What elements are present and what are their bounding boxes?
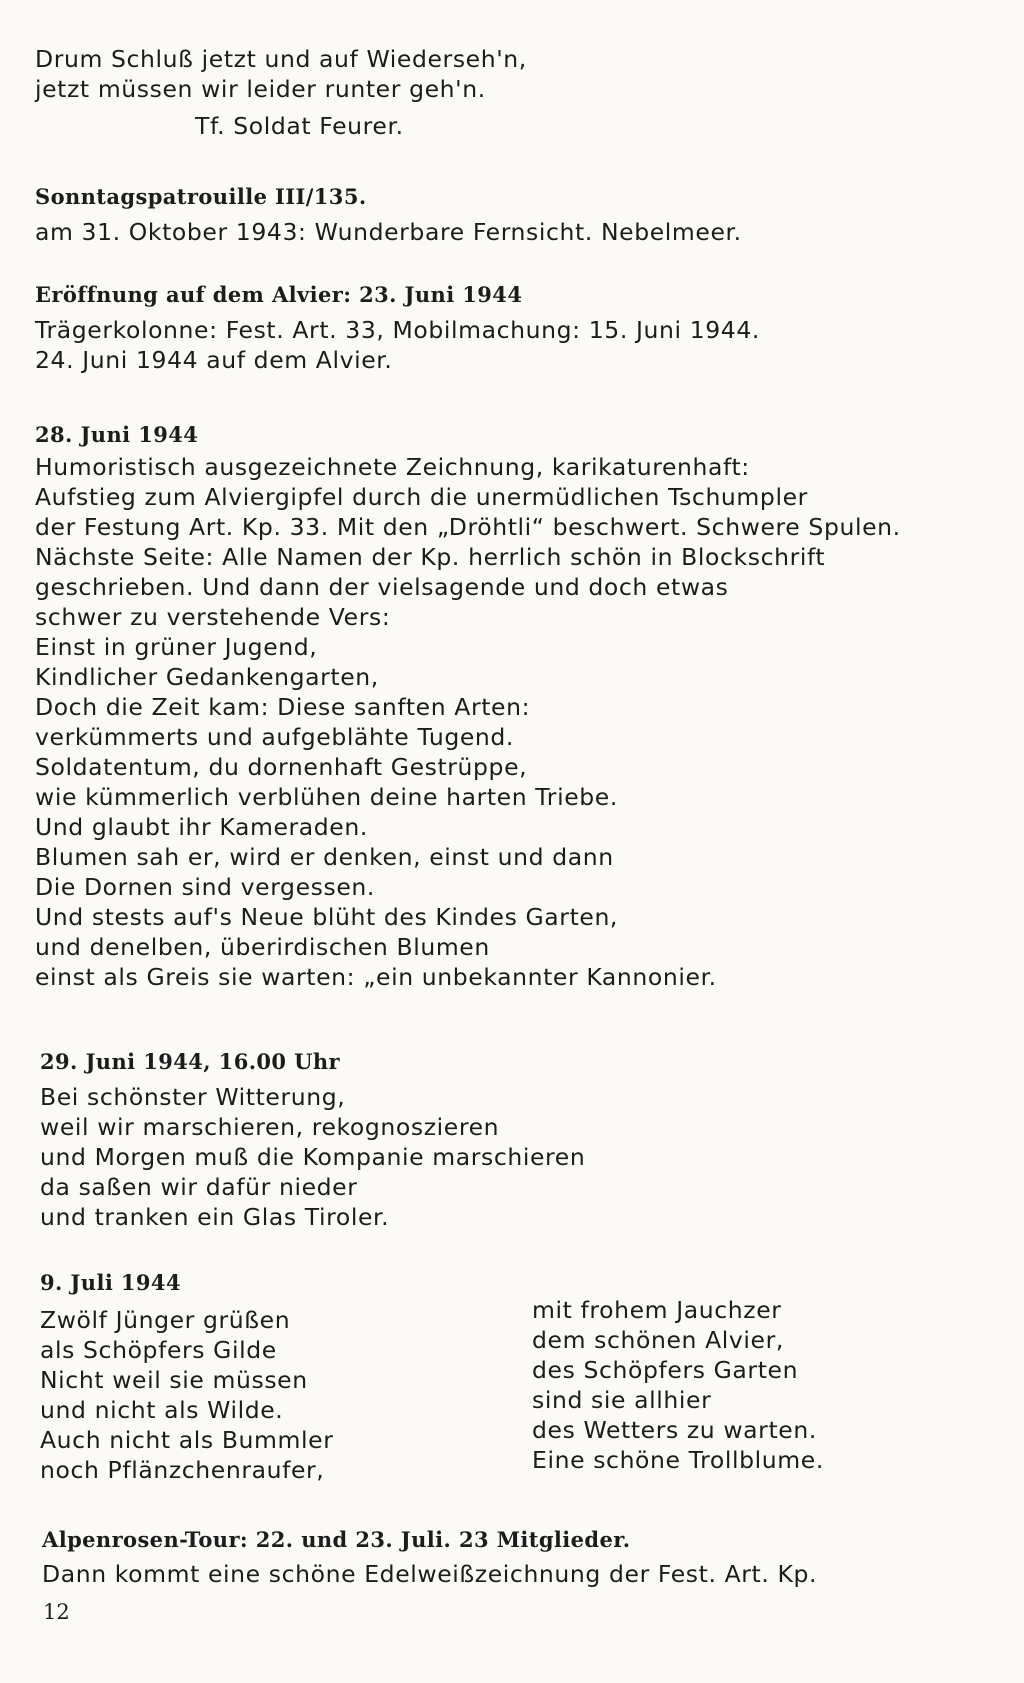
verse-line: da saßen wir dafür nieder (40, 1173, 358, 1201)
text-line: schwer zu verstehende Vers: (35, 603, 391, 631)
verse-column-left (40, 1305, 333, 1485)
text-line: am 31. Oktober 1943: Wunderbare Fernsicht. Nebelmeer. (35, 218, 742, 246)
verse-line: und Morgen muß die Kompanie marschieren (40, 1143, 586, 1171)
verse-line: als Schöpfers Gilde (40, 1336, 277, 1364)
text-line: jetzt müssen wir leider runter geh'n. (35, 75, 486, 103)
section-9-juli-heading (40, 1268, 181, 1298)
verse-line: und nicht als Wilde. (40, 1396, 284, 1424)
text-line: Nächste Seite: Alle Namen der Kp. herrlich schön in Blockschrift (35, 543, 826, 571)
intro-block (35, 44, 527, 141)
text-line: geschrieben. Und dann der vielsagende und doch etwas (35, 573, 729, 601)
verse-line: wie kümmerlich verblühen deine harten Triebe. (35, 783, 618, 811)
verse-line: Zwölf Jünger grüßen (40, 1306, 291, 1334)
verse-line: Einst in grüner Jugend, (35, 633, 318, 661)
verse-line: Und stests auf's Neue blüht des Kindes Garten, (35, 903, 619, 931)
text-line: Aufstieg zum Alviergipfel durch die unermüdlichen Tschumpler (35, 483, 808, 511)
text-line: Drum Schluß jetzt und auf Wiederseh'n, (35, 45, 527, 73)
signature: Tf. Soldat Feurer. (195, 112, 404, 140)
verse-line: einst als Greis sie warten: „ein unbekannter Kannonier. (35, 963, 717, 991)
text-line: Trägerkolonne: Fest. Art. 33, Mobilmachung: 15. Juni 1944. (35, 316, 760, 344)
section-heading: Sonntagspatrouille III/135. (35, 184, 367, 209)
verse-line: Und glaubt ihr Kameraden. (35, 813, 368, 841)
verse-line: Soldatentum, du dornenhaft Gestrüppe, (35, 753, 528, 781)
text-line: der Festung Art. Kp. 33. Mit den „Dröhtli“ beschwert. Schwere Spulen. (35, 513, 901, 541)
verse-line: Kindlicher Gedankengarten, (35, 663, 379, 691)
verse-line: mit frohem Jauchzer (532, 1296, 782, 1324)
verse-line: weil wir marschieren, rekognoszieren (40, 1113, 500, 1141)
verse-line: Auch nicht als Bummler (40, 1426, 334, 1454)
section-heading: 29. Juni 1944, 16.00 Uhr (40, 1049, 340, 1074)
section-eroeffnung (35, 280, 760, 375)
verse-line: Blumen sah er, wird er denken, einst und dann (35, 843, 614, 871)
verse-line: Doch die Zeit kam: Diese sanften Arten: (35, 693, 531, 721)
verse-line: sind sie allhier (532, 1386, 712, 1414)
verse-line: Nicht weil sie müssen (40, 1366, 308, 1394)
section-heading: Eröffnung auf dem Alvier: 23. Juni 1944 (35, 282, 523, 307)
section-29-juni (40, 1047, 585, 1232)
verse-line: verkümmerts und aufgeblähte Tugend. (35, 723, 514, 751)
verse-line: des Schöpfers Garten (532, 1356, 799, 1384)
verse-line: Bei schönster Witterung, (40, 1083, 346, 1111)
text-line: Humoristisch ausgezeichnete Zeichnung, karikaturenhaft: (35, 453, 750, 481)
section-28-juni (35, 420, 901, 992)
section-heading: Alpenrosen-Tour: 22. und 23. Juli. 23 Mitglieder. (42, 1527, 631, 1552)
verse-line: des Wetters zu warten. (532, 1416, 817, 1444)
verse-line: Eine schöne Trollblume. (532, 1446, 824, 1474)
page-number: 12 (43, 1600, 70, 1624)
section-heading: 9. Juli 1944 (40, 1270, 181, 1295)
verse-line: noch Pflänzchenraufer, (40, 1456, 325, 1484)
section-alpenrosen-tour (42, 1525, 817, 1589)
text-line: Dann kommt eine schöne Edelweißzeichnung der Fest. Art. Kp. (42, 1560, 818, 1588)
section-sonntagspatrouille (35, 182, 742, 247)
verse-line: Die Dornen sind vergessen. (35, 873, 375, 901)
verse-line: und tranken ein Glas Tiroler. (40, 1203, 390, 1231)
section-heading: 28. Juni 1944 (35, 422, 199, 447)
verse-line: und denelben, überirdischen Blumen (35, 933, 490, 961)
verse-column-right (532, 1295, 824, 1475)
text-line: 24. Juni 1944 auf dem Alvier. (35, 346, 393, 374)
verse-line: dem schönen Alvier, (532, 1326, 784, 1354)
